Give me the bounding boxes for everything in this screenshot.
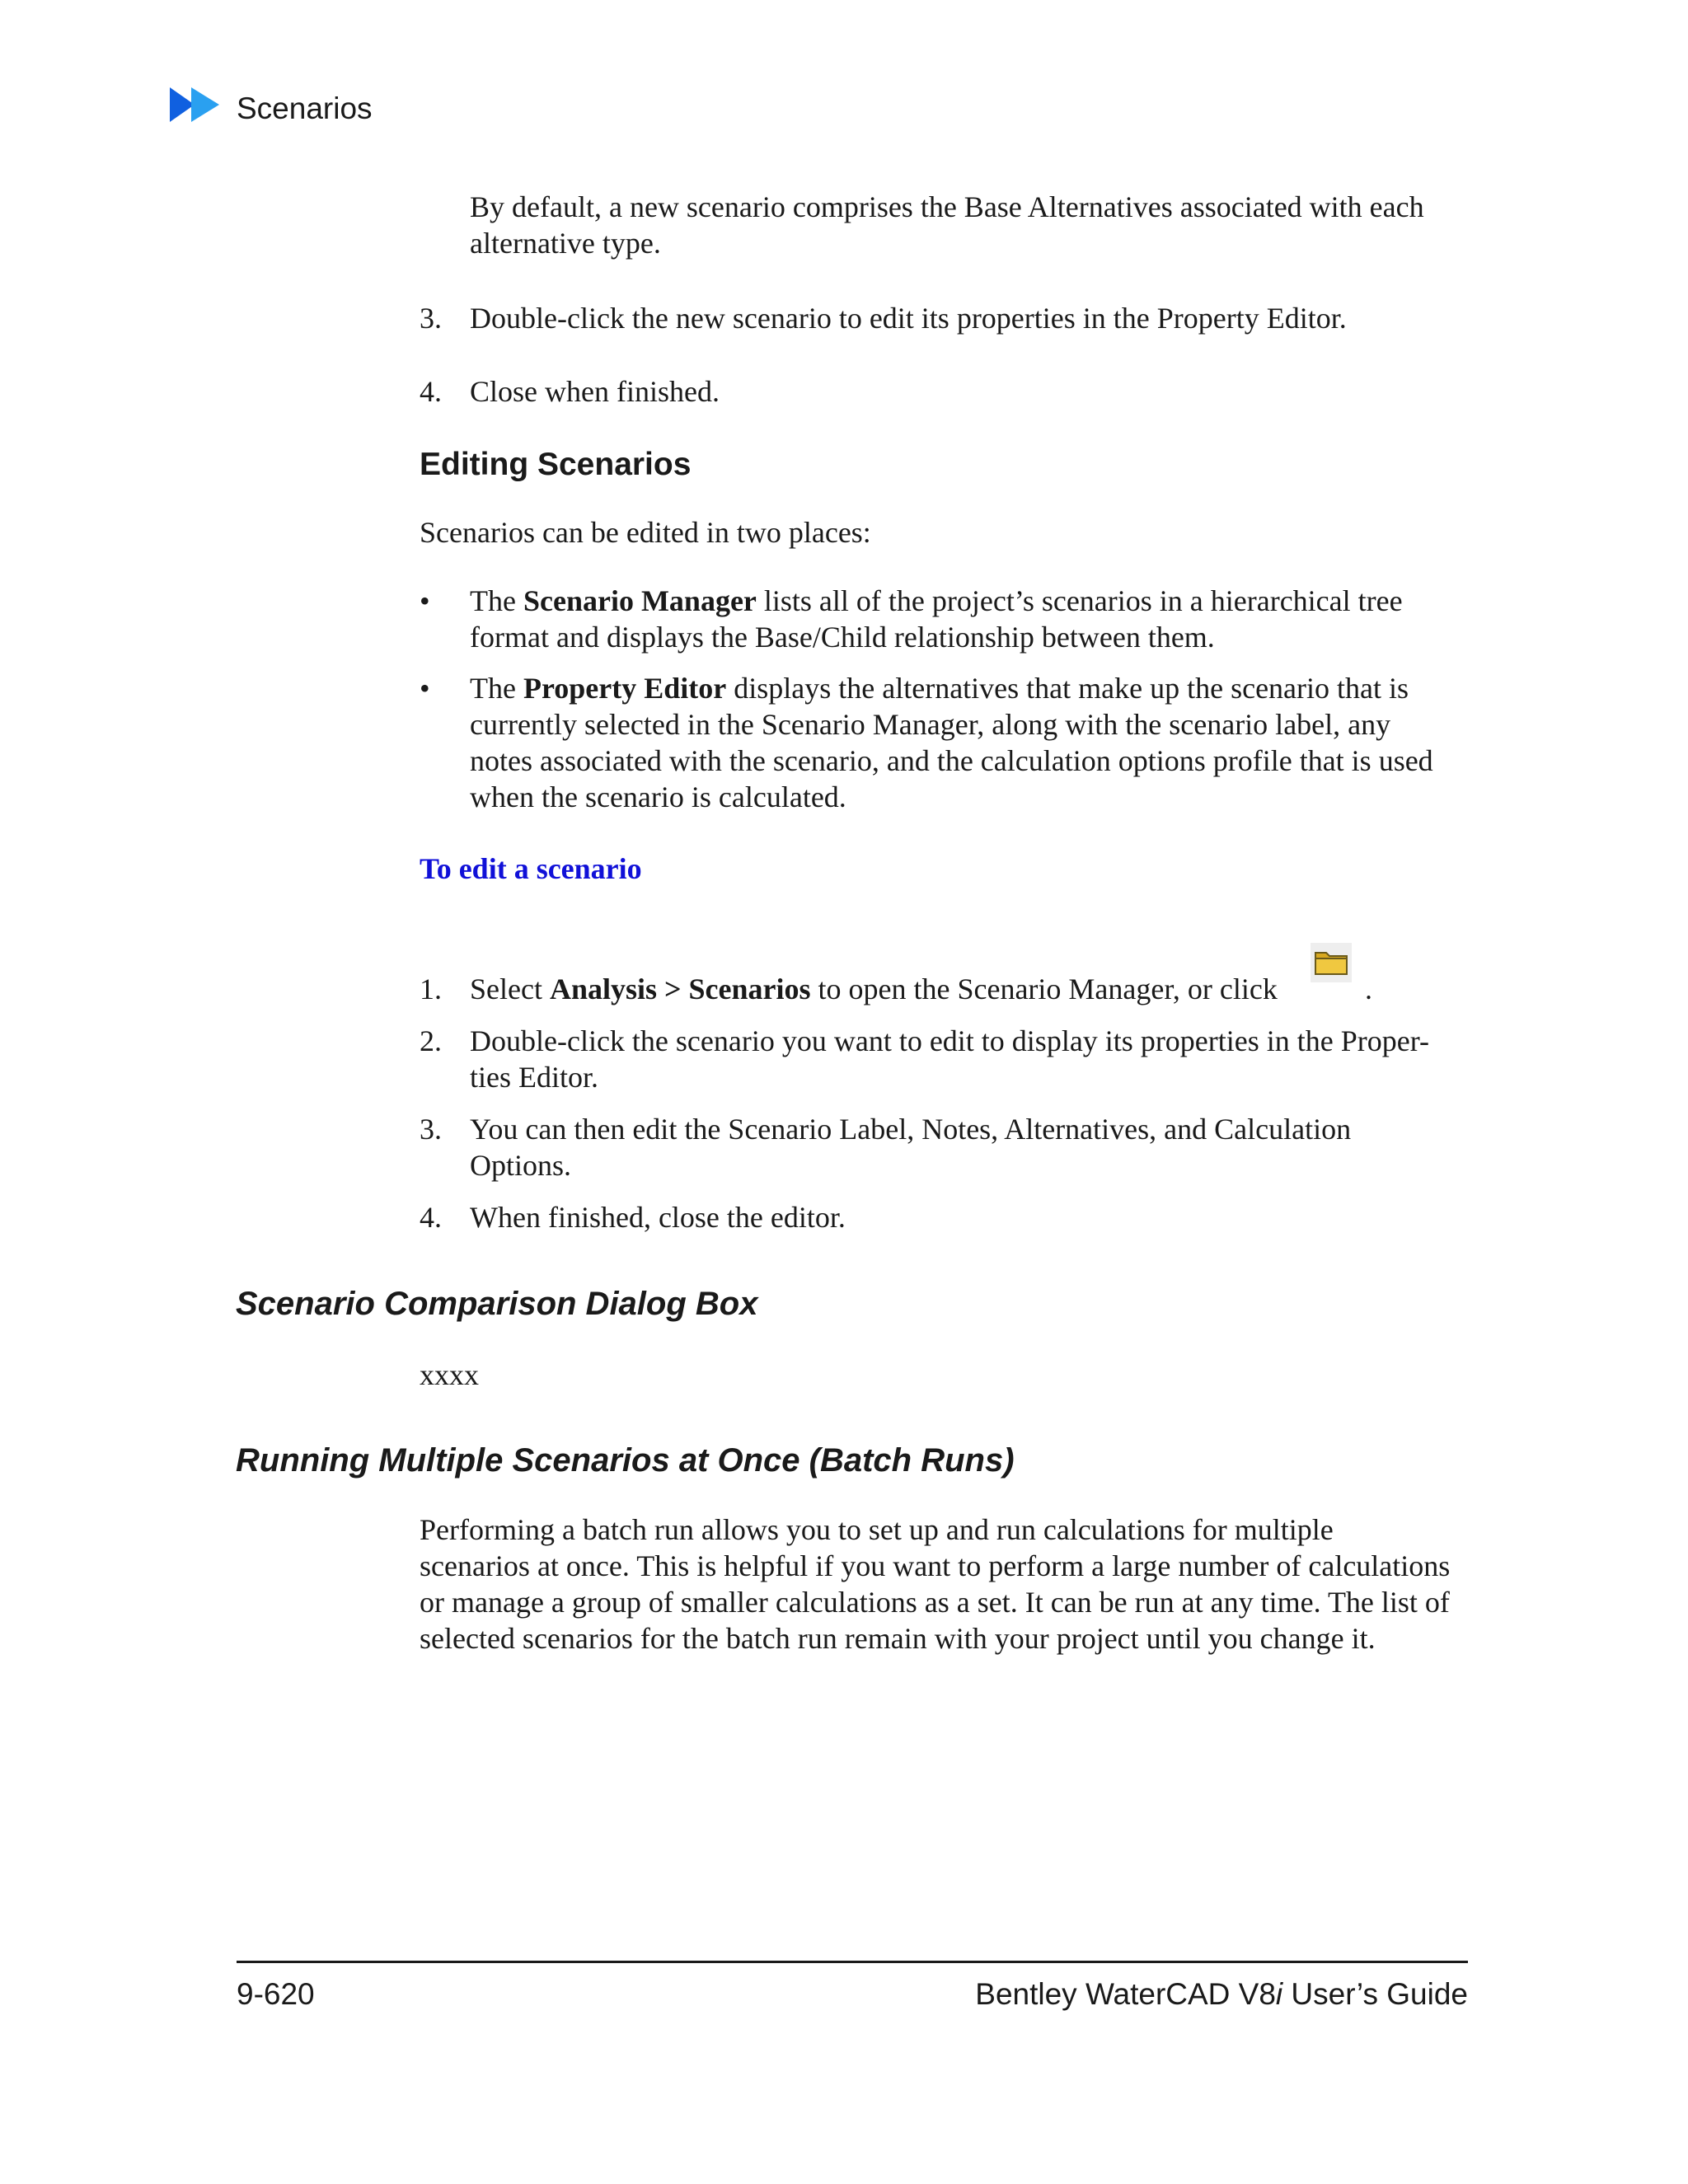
step-text: Options. <box>470 1149 572 1182</box>
step-text-end: . <box>1365 972 1372 1005</box>
step-text: When finished, close the editor. <box>470 1201 846 1234</box>
bullet-line: The Scenario Manager lists all of the project’s scenarios in a hierarchical tree <box>470 584 1403 617</box>
bullet-marker: • <box>420 672 430 705</box>
step-number: 1. <box>420 972 442 1005</box>
step-text: Double-click the new scenario to edit its properties in the Property Editor. <box>470 302 1347 335</box>
folder-icon[interactable] <box>1311 943 1352 982</box>
bullet-line: when the scenario is calculated. <box>470 780 846 813</box>
bullet-line: notes associated with the scenario, and the calculation options profile that is used <box>470 744 1433 777</box>
step-text: Select Analysis > Scenarios to open the Scenario Manager, or click <box>470 972 1278 1005</box>
bullet-line: currently selected in the Scenario Manager, along with the scenario label, any <box>470 708 1391 741</box>
step-number: 4. <box>420 375 442 408</box>
footer-rule <box>237 1961 1468 1963</box>
batch-paragraph-line: Performing a batch run allows you to set up and run calculations for multiple <box>420 1513 1334 1546</box>
term-scenario-manager: Scenario Manager <box>523 584 757 617</box>
procedure-heading: To edit a scenario <box>420 852 642 885</box>
double-chevron-right-icon <box>170 86 224 124</box>
guide-title: Bentley WaterCAD V8i User’s Guide <box>975 1977 1468 2011</box>
bullet-marker: • <box>420 584 430 617</box>
intro-line-1: By default, a new scenario comprises the Base Alternatives associated with each <box>470 190 1424 223</box>
section-heading-batch-runs: Running Multiple Scenarios at Once (Batch Runs) <box>236 1442 1015 1479</box>
section-heading-editing-scenarios: Editing Scenarios <box>420 447 692 482</box>
step-text: Close when finished. <box>470 375 720 408</box>
step-text: You can then edit the Scenario Label, Notes, Alternatives, and Calculation <box>470 1113 1352 1146</box>
intro-line-2: alternative type. <box>470 227 661 260</box>
editing-intro-text: Scenarios can be edited in two places: <box>420 516 871 549</box>
section-heading-scenario-comparison: Scenario Comparison Dialog Box <box>236 1286 758 1322</box>
menu-path-analysis-scenarios: Analysis > Scenarios <box>549 972 811 1005</box>
batch-paragraph-line: or manage a group of smaller calculations as a set. It can be run at any time. The list of <box>420 1586 1450 1619</box>
step-number: 4. <box>420 1201 442 1234</box>
bullet-line: format and displays the Base/Child relationship between them. <box>470 621 1215 654</box>
page-number: 9-620 <box>237 1977 315 2011</box>
step-text: Double-click the scenario you want to edit to display its properties in the Proper- <box>470 1024 1429 1057</box>
step-number: 3. <box>420 302 442 335</box>
bullet-line: The Property Editor displays the alternatives that make up the scenario that is <box>470 672 1409 705</box>
term-property-editor: Property Editor <box>523 672 727 705</box>
running-header-title: Scenarios <box>237 91 373 125</box>
step-number: 2. <box>420 1024 442 1057</box>
batch-paragraph-line: scenarios at once. This is helpful if you want to perform a large number of calculations <box>420 1549 1451 1582</box>
step-text: ties Editor. <box>470 1061 598 1094</box>
comparison-body-text: xxxx <box>420 1358 479 1391</box>
step-number: 3. <box>420 1113 442 1146</box>
batch-paragraph-line: selected scenarios for the batch run remain with your project until you change it. <box>420 1622 1376 1655</box>
